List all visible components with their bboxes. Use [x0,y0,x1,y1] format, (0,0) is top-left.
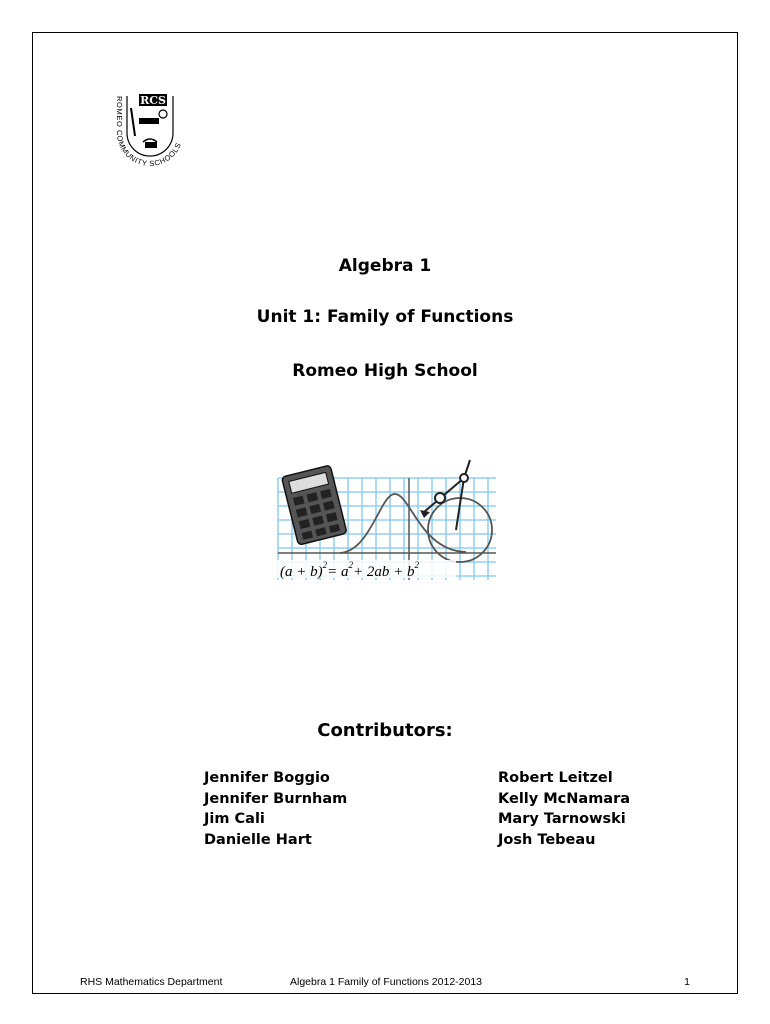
rcs-logo-icon [105,88,195,180]
unit-title: Unit 1: Family of Functions [256,307,514,327]
logo-ring-text: ROMEO COMMUNITY SCHOOLS [114,96,184,169]
course-title: Algebra 1 [338,256,432,276]
contributors-heading: Contributors: [317,720,453,741]
footer-page-number: 1 [684,976,690,988]
contributor-name: Jim Cali [204,811,265,827]
school-name: Romeo High School [292,361,478,381]
contributor-name: Jennifer Burnham [204,790,348,807]
contributor-name: Josh Tebeau [498,831,596,848]
contributors-right-column [498,768,630,850]
contributors-left-column [204,768,347,850]
contributor-name: Kelly McNamara [498,790,631,807]
math-clipart-icon [270,456,502,586]
footer-course-year: Algebra 1 Family of Functions 2012-2013 [290,976,483,988]
contributor-name: Robert Leitzel [498,770,613,786]
contributor-name: Jennifer Boggio [204,770,330,786]
footer-department: RHS Mathematics Department [80,976,223,988]
contributor-name: Danielle Hart [204,831,312,848]
contributor-name: Mary Tarnowski [498,811,626,827]
formula: $(a + b)^2= a^2+ 2ab + b^2$ [280,560,419,580]
logo-letters: RCS [140,94,166,107]
